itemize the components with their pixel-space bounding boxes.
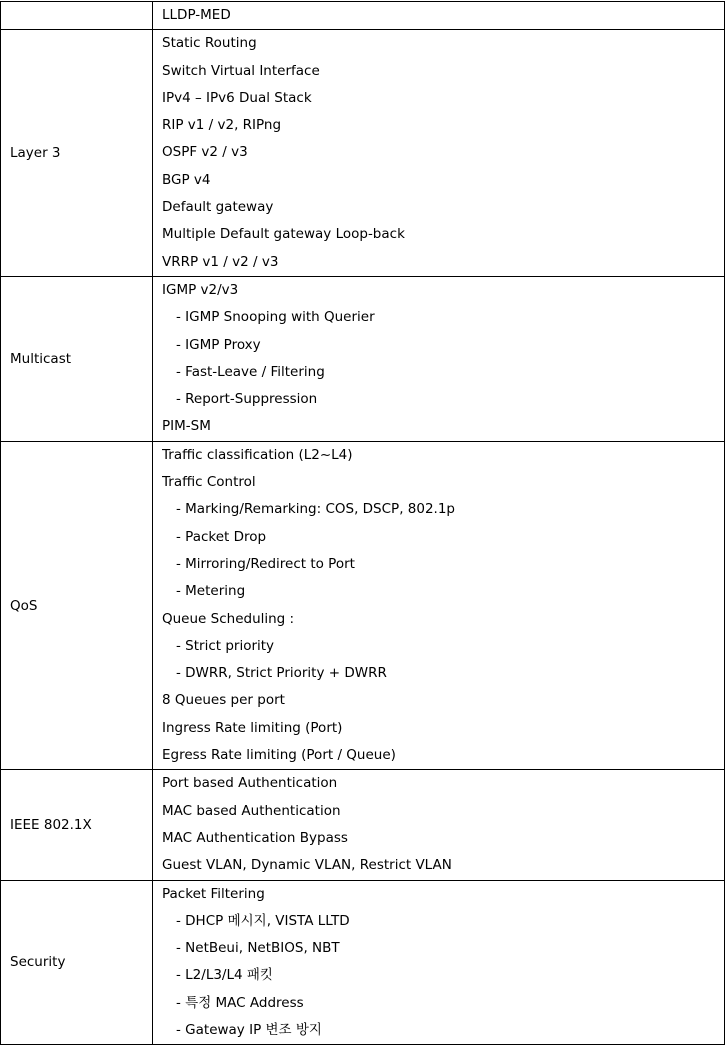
- feature-sub-item: - DWRR, Strict Priority + DWRR: [176, 665, 387, 682]
- feature-sub-item: - Strict priority: [176, 637, 275, 654]
- feature-sub-item: - Packet Drop: [176, 528, 267, 545]
- feature-cell: [153, 2, 725, 30]
- table-row: [1, 441, 725, 770]
- feature-sub-item: - Metering: [176, 583, 246, 600]
- feature-sub-item: - L2/L3/L4 패킷: [176, 967, 273, 984]
- feature-item: IPv4 – IPv6 Dual Stack: [162, 89, 312, 106]
- feature-item: Ingress Rate limiting (Port): [162, 719, 343, 736]
- feature-item: Traffic Control: [162, 474, 256, 491]
- feature-sub-item: - Gateway IP 변조 방지: [176, 1021, 322, 1038]
- feature-sub-item: - Fast-Leave / Filtering: [176, 363, 325, 380]
- category-cell: QoS: [1, 441, 153, 770]
- category-cell: [1, 2, 153, 30]
- feature-cell: [153, 770, 725, 880]
- feature-item: Queue Scheduling :: [162, 610, 295, 627]
- feature-item: OSPF v2 / v3: [162, 144, 248, 161]
- feature-sub-item: - Marking/Remarking: COS, DSCP, 802.1p: [176, 501, 455, 518]
- feature-sub-item: - DHCP 메시지, VISTA LLTD: [176, 912, 350, 929]
- feature-item: BGP v4: [162, 171, 211, 188]
- feature-cell: [153, 276, 725, 441]
- category-cell: IEEE 802.1X: [1, 770, 153, 880]
- feature-item: PIM-SM: [162, 418, 211, 435]
- table-row: [1, 30, 725, 277]
- category-cell: Multicast: [1, 276, 153, 441]
- feature-cell: [153, 880, 725, 1045]
- feature-item: Packet Filtering: [162, 885, 265, 902]
- feature-sub-item: - IGMP Snooping with Querier: [176, 309, 375, 326]
- feature-sub-item: - NetBeui, NetBIOS, NBT: [176, 940, 340, 957]
- table-row: [1, 770, 725, 880]
- feature-item: LLDP-MED: [162, 7, 231, 23]
- feature-sub-item: - IGMP Proxy: [176, 336, 261, 353]
- feature-cell: [153, 441, 725, 770]
- feature-item: Guest VLAN, Dynamic VLAN, Restrict VLAN: [162, 857, 452, 874]
- feature-sub-item: - Report-Suppression: [176, 391, 318, 408]
- feature-item: MAC based Authentication: [162, 802, 341, 819]
- feature-item: Traffic classification (L2~L4): [162, 446, 353, 463]
- feature-item: Default gateway: [162, 199, 274, 216]
- category-cell: Security: [1, 880, 153, 1045]
- feature-item: VRRP v1 / v2 / v3: [162, 253, 279, 270]
- spec-table: [0, 1, 725, 1045]
- feature-item: Port based Authentication: [162, 775, 338, 792]
- table-row: [1, 276, 725, 441]
- table-row: [1, 880, 725, 1045]
- feature-item: Egress Rate limiting (Port / Queue): [162, 747, 396, 764]
- feature-cell: [153, 30, 725, 277]
- feature-sub-item: - 특정 MAC Address: [176, 994, 304, 1011]
- feature-item: Static Routing: [162, 35, 257, 52]
- spec-table-body: [1, 2, 725, 1045]
- feature-item: 8 Queues per port: [162, 692, 285, 709]
- category-cell: Layer 3: [1, 30, 153, 277]
- feature-item: IGMP v2/v3: [162, 281, 239, 298]
- feature-item: RIP v1 / v2, RIPng: [162, 117, 282, 134]
- feature-item: Multiple Default gateway Loop-back: [162, 226, 405, 243]
- feature-sub-item: - Mirroring/Redirect to Port: [176, 555, 355, 572]
- feature-item: MAC Authentication Bypass: [162, 829, 348, 846]
- table-row: [1, 2, 725, 30]
- feature-item: Switch Virtual Interface: [162, 62, 320, 79]
